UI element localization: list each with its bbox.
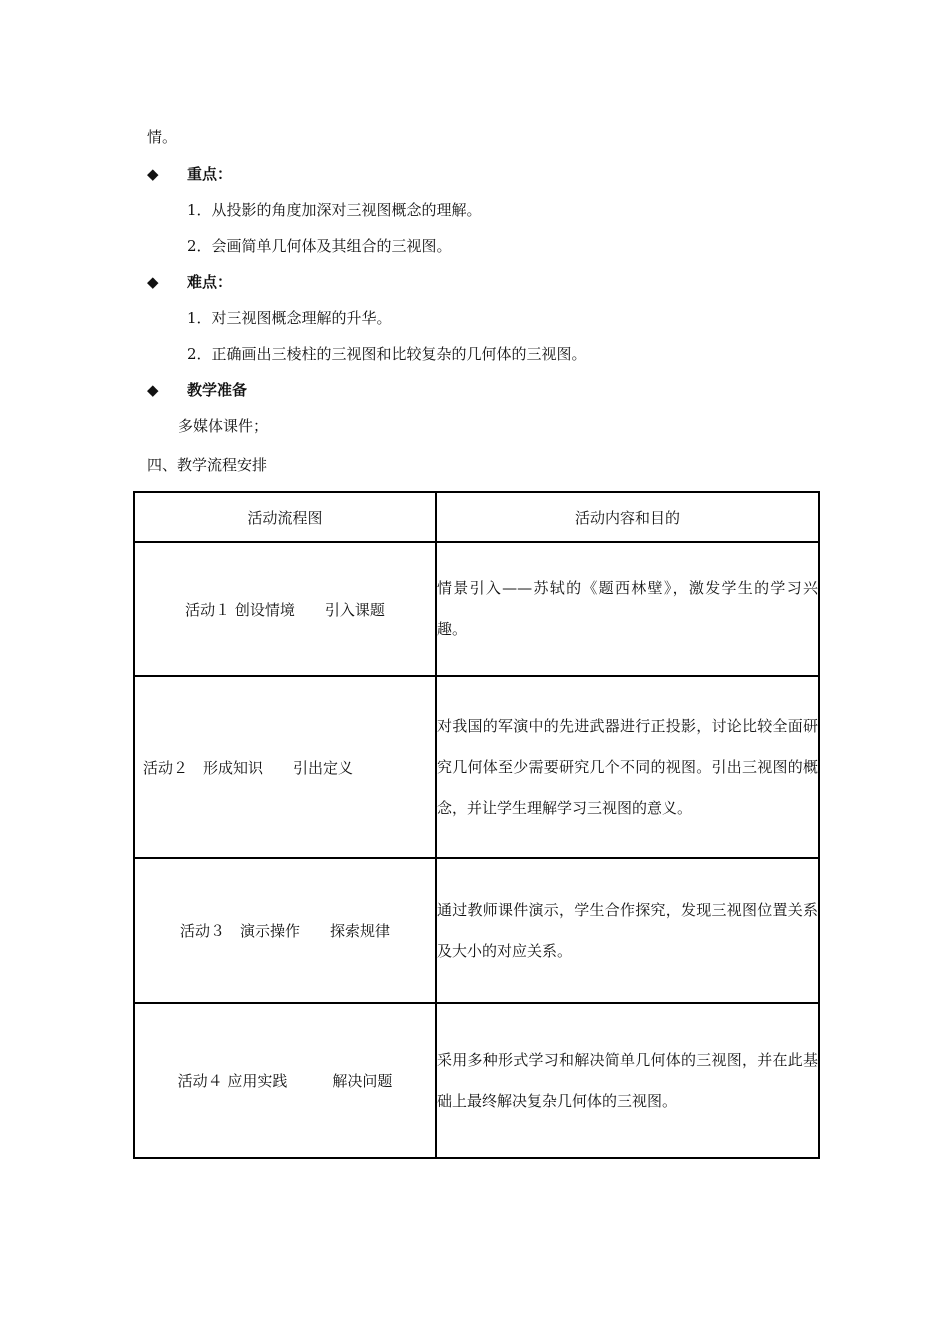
intro-text-tail: 情。	[147, 128, 178, 146]
activity-cell: 活动１ 创设情境 引入课题	[134, 542, 436, 676]
difficulty-item: 1．对三视图概念理解的升华。	[187, 309, 392, 327]
key-point-item: 1．从投影的角度加深对三视图概念的理解。	[187, 201, 482, 219]
diamond-bullet-icon: ◆	[147, 165, 159, 183]
content-cell: 采用多种形式学习和解决简单几何体的三视图，并在此基础上最终解决复杂几何体的三视图。	[436, 1003, 819, 1158]
activity-cell: 活动２ 形成知识 引出定义	[134, 676, 436, 858]
key-point-item: 2．会画简单几何体及其组合的三视图。	[187, 237, 452, 255]
activity-cell: 活动４ 应用实践 解决问题	[134, 1003, 436, 1158]
diamond-bullet-icon: ◆	[147, 273, 159, 291]
table-row	[134, 858, 819, 1003]
activity-cell: 活动３ 演示操作 探索规律	[134, 858, 436, 1003]
section-four-title: 四、教学流程安排	[147, 456, 268, 474]
teaching-flow-table	[133, 491, 820, 1159]
table-row	[134, 1003, 819, 1158]
table-header-cell: 活动流程图	[134, 492, 436, 542]
difficulty-item: 2．正确画出三棱柱的三视图和比较复杂的几何体的三视图。	[187, 345, 587, 363]
content-cell: 通过教师课件演示，学生合作探究，发现三视图位置关系及大小的对应关系。	[436, 858, 819, 1003]
table-header-cell: 活动内容和目的	[436, 492, 819, 542]
table-header-row	[134, 492, 819, 542]
preparation-item: 多媒体课件；	[178, 417, 269, 435]
table-row	[134, 542, 819, 676]
content-cell: 对我国的军演中的先进武器进行正投影，讨论比较全面研究几何体至少需要研究几个不同的视图。引出三视图的概念，并让学生理解学习三视图的意义。	[436, 676, 819, 858]
section-heading-key-points: 重点：	[187, 165, 233, 183]
table-row	[134, 676, 819, 858]
content-cell: 情景引入——苏轼的《题西林壁》，激发学生的学习兴趣。	[436, 542, 819, 676]
section-heading-difficulties: 难点：	[187, 273, 233, 291]
section-heading-preparation: 教学准备	[187, 381, 248, 399]
diamond-bullet-icon: ◆	[147, 381, 159, 399]
